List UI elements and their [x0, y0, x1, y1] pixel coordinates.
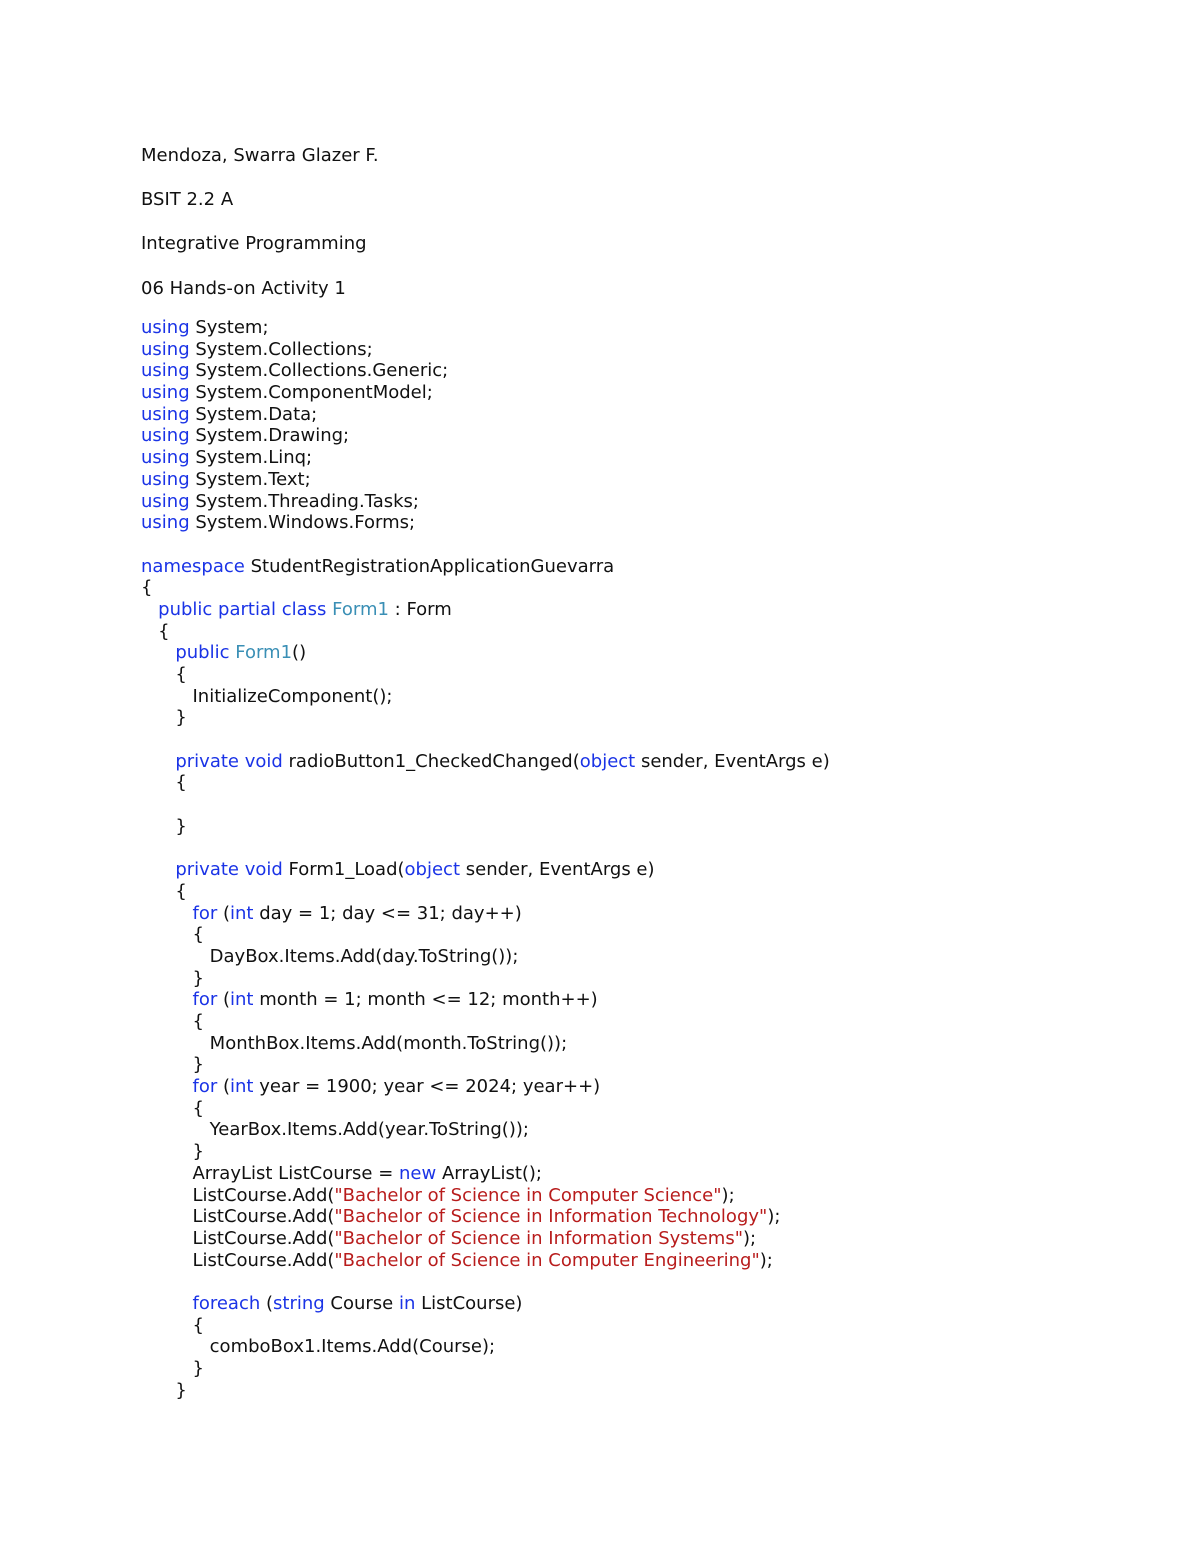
- code-keyword: using: [141, 512, 190, 534]
- code-line: [141, 1271, 830, 1293]
- code-text: sender, EventArgs e): [460, 859, 655, 881]
- code-text: (: [217, 902, 230, 924]
- code-keyword: new: [399, 1162, 437, 1184]
- code-line: [141, 1250, 830, 1272]
- code-text: day = 1; day <= 31; day++): [253, 902, 522, 924]
- code-text: {: [141, 772, 187, 794]
- code-keyword: using: [141, 317, 190, 338]
- code-text: System.Data;: [189, 403, 318, 425]
- code-keyword: using: [141, 403, 190, 425]
- code-text: }: [141, 815, 187, 837]
- code-text: StudentRegistrationApplicationGuevarra: [244, 555, 615, 577]
- code-keyword: foreach: [192, 1292, 261, 1314]
- code-line: [141, 534, 830, 556]
- code-keyword: namespace: [141, 555, 245, 577]
- code-text: {: [141, 664, 187, 685]
- code-keyword: for: [192, 989, 218, 1011]
- code-line: [141, 924, 830, 946]
- code-line: [141, 1228, 830, 1250]
- subject-title: Integrative Programming: [141, 233, 367, 254]
- code-keyword: object: [579, 750, 636, 772]
- code-text: [141, 1076, 193, 1097]
- code-text: }: [141, 707, 187, 729]
- code-text: ListCourse.Add(: [141, 1249, 335, 1271]
- code-line: [141, 968, 830, 990]
- code-text: (): [292, 642, 307, 664]
- code-text: {: [141, 577, 153, 599]
- code-text: System.Collections.Generic;: [189, 360, 449, 382]
- code-text: }: [141, 1379, 187, 1401]
- code-keyword: in: [398, 1292, 416, 1314]
- code-line: [141, 686, 830, 708]
- code-line: [141, 859, 830, 881]
- code-text: ListCourse.Add(: [141, 1206, 335, 1228]
- code-text: InitializeComponent();: [141, 685, 393, 707]
- code-text: (: [260, 1292, 274, 1314]
- code-text: }: [141, 967, 204, 989]
- code-line: [141, 1098, 830, 1120]
- code-keyword: for: [192, 902, 218, 924]
- code-line: [141, 317, 830, 339]
- code-text: {: [141, 1011, 204, 1032]
- code-line: [141, 903, 830, 925]
- code-type: Form1: [235, 642, 293, 664]
- code-string: "Bachelor of Science in Computer Engineering": [334, 1249, 760, 1271]
- code-text: ListCourse): [415, 1292, 523, 1314]
- code-text: sender, EventArgs e): [635, 750, 830, 772]
- code-text: Form1_Load(: [282, 859, 405, 881]
- code-text: ListCourse.Add(: [141, 1227, 335, 1249]
- code-line: [141, 404, 830, 426]
- code-line: [141, 360, 830, 382]
- code-line: [141, 881, 830, 903]
- code-text: System.Text;: [189, 468, 311, 490]
- code-text: {: [141, 880, 187, 902]
- code-line: [141, 469, 830, 491]
- code-line: [141, 577, 830, 599]
- code-line: [141, 1054, 830, 1076]
- code-keyword: public: [175, 642, 230, 664]
- code-text: );: [721, 1184, 735, 1206]
- code-keyword: string: [273, 1292, 325, 1314]
- code-keyword: using: [141, 425, 190, 447]
- code-text: [141, 859, 175, 880]
- code-text: }: [141, 1358, 204, 1379]
- code-line: [141, 989, 830, 1011]
- code-type: Form1: [332, 598, 389, 620]
- code-line: [141, 794, 830, 816]
- code-keyword: for: [192, 1076, 218, 1098]
- code-text: (: [217, 989, 230, 1011]
- code-keyword: public partial class: [158, 598, 327, 620]
- code-keyword: using: [141, 490, 190, 512]
- code-line: [141, 512, 830, 534]
- code-keyword: int: [230, 1076, 254, 1098]
- code-text: [141, 1293, 193, 1314]
- code-line: [141, 1293, 830, 1315]
- course-section: BSIT 2.2 A: [141, 189, 234, 210]
- code-text: [141, 642, 175, 663]
- code-keyword: using: [141, 468, 190, 490]
- code-keyword: using: [141, 338, 190, 360]
- code-line: [141, 1315, 830, 1337]
- code-line: [141, 1076, 830, 1098]
- code-text: [141, 989, 193, 1010]
- code-text: );: [759, 1249, 773, 1271]
- code-text: System;: [189, 317, 269, 338]
- code-line: [141, 1358, 830, 1380]
- code-line: [141, 946, 830, 968]
- code-line: [141, 556, 830, 578]
- code-text: System.Drawing;: [189, 425, 350, 447]
- code-line: [141, 599, 830, 621]
- code-line: [141, 772, 830, 794]
- code-keyword: using: [141, 382, 190, 404]
- code-line: [141, 1163, 830, 1185]
- code-text: );: [742, 1227, 757, 1249]
- code-string: "Bachelor of Science in Computer Science": [334, 1184, 722, 1206]
- code-line: [141, 491, 830, 513]
- code-line: [141, 1011, 830, 1033]
- code-text: YearBox.Items.Add(year.ToString());: [141, 1119, 529, 1141]
- activity-title: 06 Hands-on Activity 1: [141, 278, 346, 299]
- code-line: [141, 1185, 830, 1207]
- code-listing: [141, 317, 830, 1401]
- code-text: year = 1900; year <= 2024; year++): [253, 1076, 601, 1098]
- code-text: {: [141, 620, 170, 642]
- code-text: radioButton1_CheckedChanged(: [282, 750, 580, 772]
- code-text: comboBox1.Items.Add(Course);: [141, 1336, 496, 1358]
- code-line: [141, 707, 830, 729]
- code-line: [141, 838, 830, 860]
- code-text: {: [141, 1097, 204, 1119]
- code-text: }: [141, 1054, 204, 1076]
- code-text: System.Threading.Tasks;: [189, 490, 419, 512]
- code-text: : Form: [388, 598, 452, 620]
- code-line: [141, 1141, 830, 1163]
- code-keyword: using: [141, 447, 190, 469]
- code-line: [141, 816, 830, 838]
- code-text: System.ComponentModel;: [189, 382, 433, 404]
- code-text: month = 1; month <= 12; month++): [253, 989, 598, 1011]
- code-text: System.Collections;: [189, 338, 373, 360]
- code-keyword: using: [141, 360, 190, 382]
- code-text: }: [141, 1141, 204, 1163]
- code-text: MonthBox.Items.Add(month.ToString());: [141, 1032, 568, 1054]
- code-text: System.Linq;: [189, 447, 313, 469]
- code-text: [141, 599, 158, 620]
- code-text: ArrayList();: [436, 1162, 542, 1184]
- code-line: [141, 1119, 830, 1141]
- code-text: System.Windows.Forms;: [189, 512, 416, 534]
- code-text: (: [217, 1076, 230, 1098]
- code-text: ListCourse.Add(: [141, 1184, 335, 1206]
- code-keyword: int: [230, 989, 254, 1011]
- student-name: Mendoza, Swarra Glazer F.: [141, 145, 379, 166]
- code-line: [141, 642, 830, 664]
- code-string: "Bachelor of Science in Information Technology": [334, 1206, 768, 1228]
- code-line: [141, 425, 830, 447]
- code-line: [141, 664, 830, 686]
- code-text: [141, 751, 175, 772]
- code-text: {: [141, 924, 204, 946]
- code-keyword: object: [404, 859, 461, 881]
- code-text: DayBox.Items.Add(day.ToString());: [141, 945, 519, 967]
- code-text: );: [767, 1206, 781, 1228]
- code-line: [141, 339, 830, 361]
- code-keyword: private void: [175, 859, 283, 881]
- code-line: [141, 1033, 830, 1055]
- code-line: [141, 1336, 830, 1358]
- code-line: [141, 729, 830, 751]
- code-text: Course: [324, 1292, 399, 1314]
- code-line: [141, 1206, 830, 1228]
- code-text: {: [141, 1314, 204, 1336]
- code-line: [141, 621, 830, 643]
- code-line: [141, 447, 830, 469]
- code-line: [141, 751, 830, 773]
- code-text: [141, 903, 193, 924]
- code-text: ArrayList ListCourse =: [141, 1162, 399, 1184]
- code-keyword: int: [230, 902, 254, 924]
- code-line: [141, 1380, 830, 1402]
- code-string: "Bachelor of Science in Information Systems": [334, 1227, 743, 1249]
- code-keyword: private void: [175, 750, 283, 772]
- code-line: [141, 382, 830, 404]
